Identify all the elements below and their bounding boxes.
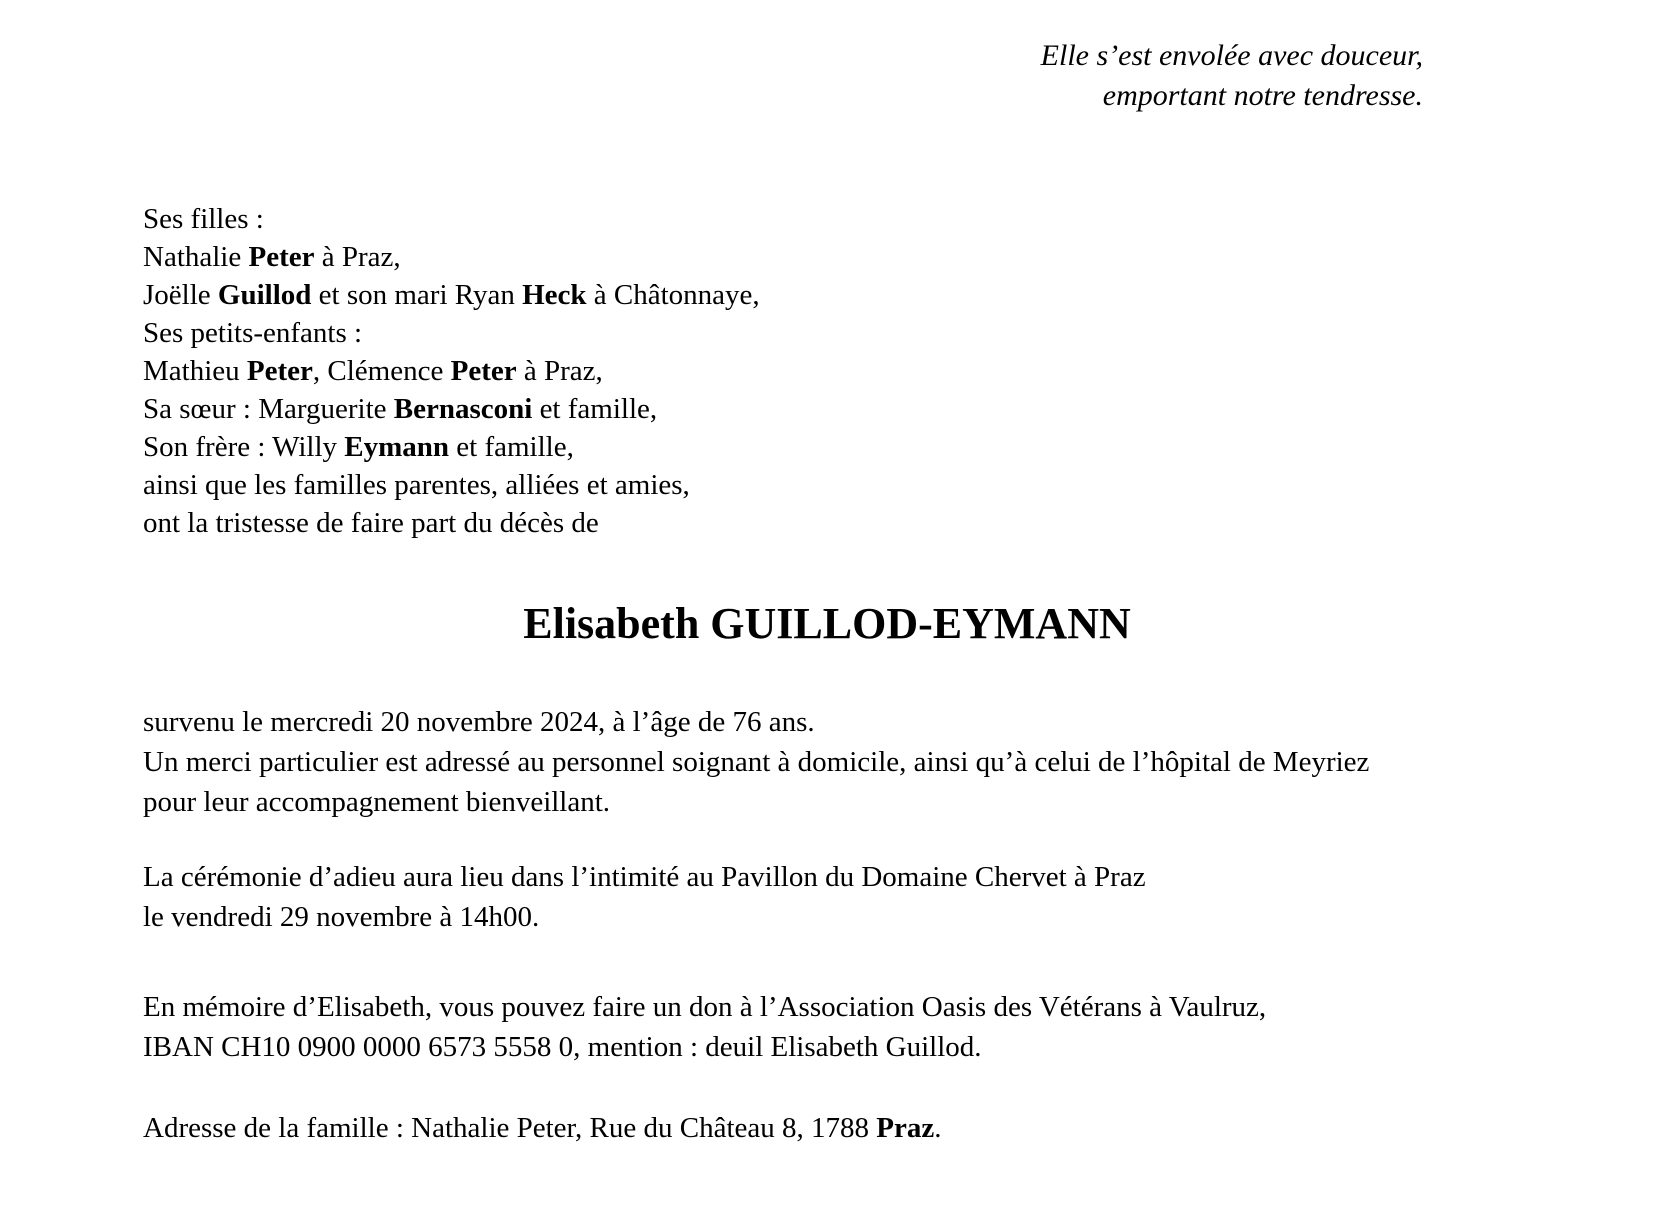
deceased-name: Elisabeth GUILLOD-EYMANN (523, 599, 1131, 648)
text-line: emportant notre tendresse. (1102, 79, 1423, 112)
text-line: Nathalie Peter à Praz, (143, 241, 401, 273)
text-line: le vendredi 29 novembre à 14h00. (143, 901, 540, 933)
death-details-paragraph (143, 702, 1369, 822)
donation-paragraph (143, 987, 1266, 1067)
text-line: IBAN CH10 0900 0000 6573 5558 0, mention : deuil Elisabeth Guillod. (143, 1031, 982, 1063)
family-list (143, 200, 760, 542)
epigraph (1041, 36, 1423, 116)
text-line: En mémoire d’Elisabeth, vous pouvez faire un don à l’Association Oasis des Vétérans à Vaulruz, (143, 991, 1267, 1023)
text-line: Un merci particulier est adressé au personnel soignant à domicile, ainsi qu’à celui de l’hôpital de Meyriez (143, 746, 1370, 778)
text-line: Ses filles : (143, 203, 264, 235)
text-line: Joëlle Guillod et son mari Ryan Heck à Châtonnaye, (143, 279, 760, 311)
text-line: pour leur accompagnement bienveillant. (143, 786, 611, 818)
text-line: ainsi que les familles parentes, alliées et amies, (143, 469, 690, 501)
text-line: La cérémonie d’adieu aura lieu dans l’intimité au Pavillon du Domaine Chervet à Praz (143, 861, 1146, 893)
text-line: Son frère : Willy Eymann et famille, (143, 431, 574, 463)
text-line: Sa sœur : Marguerite Bernasconi et famille, (143, 393, 658, 425)
family-address-paragraph (143, 1108, 942, 1148)
text-line: ont la tristesse de faire part du décès de (143, 507, 599, 539)
text-line: Elle s’est envolée avec douceur, (1040, 39, 1423, 72)
text-line: Adresse de la famille : Nathalie Peter, Rue du Château 8, 1788 Praz. (143, 1112, 942, 1144)
ceremony-paragraph (143, 857, 1146, 937)
text-line: Ses petits-enfants : (143, 317, 363, 349)
text-line: Mathieu Peter, Clémence Peter à Praz, (143, 355, 603, 387)
text-line: survenu le mercredi 20 novembre 2024, à l’âge de 76 ans. (143, 706, 815, 738)
